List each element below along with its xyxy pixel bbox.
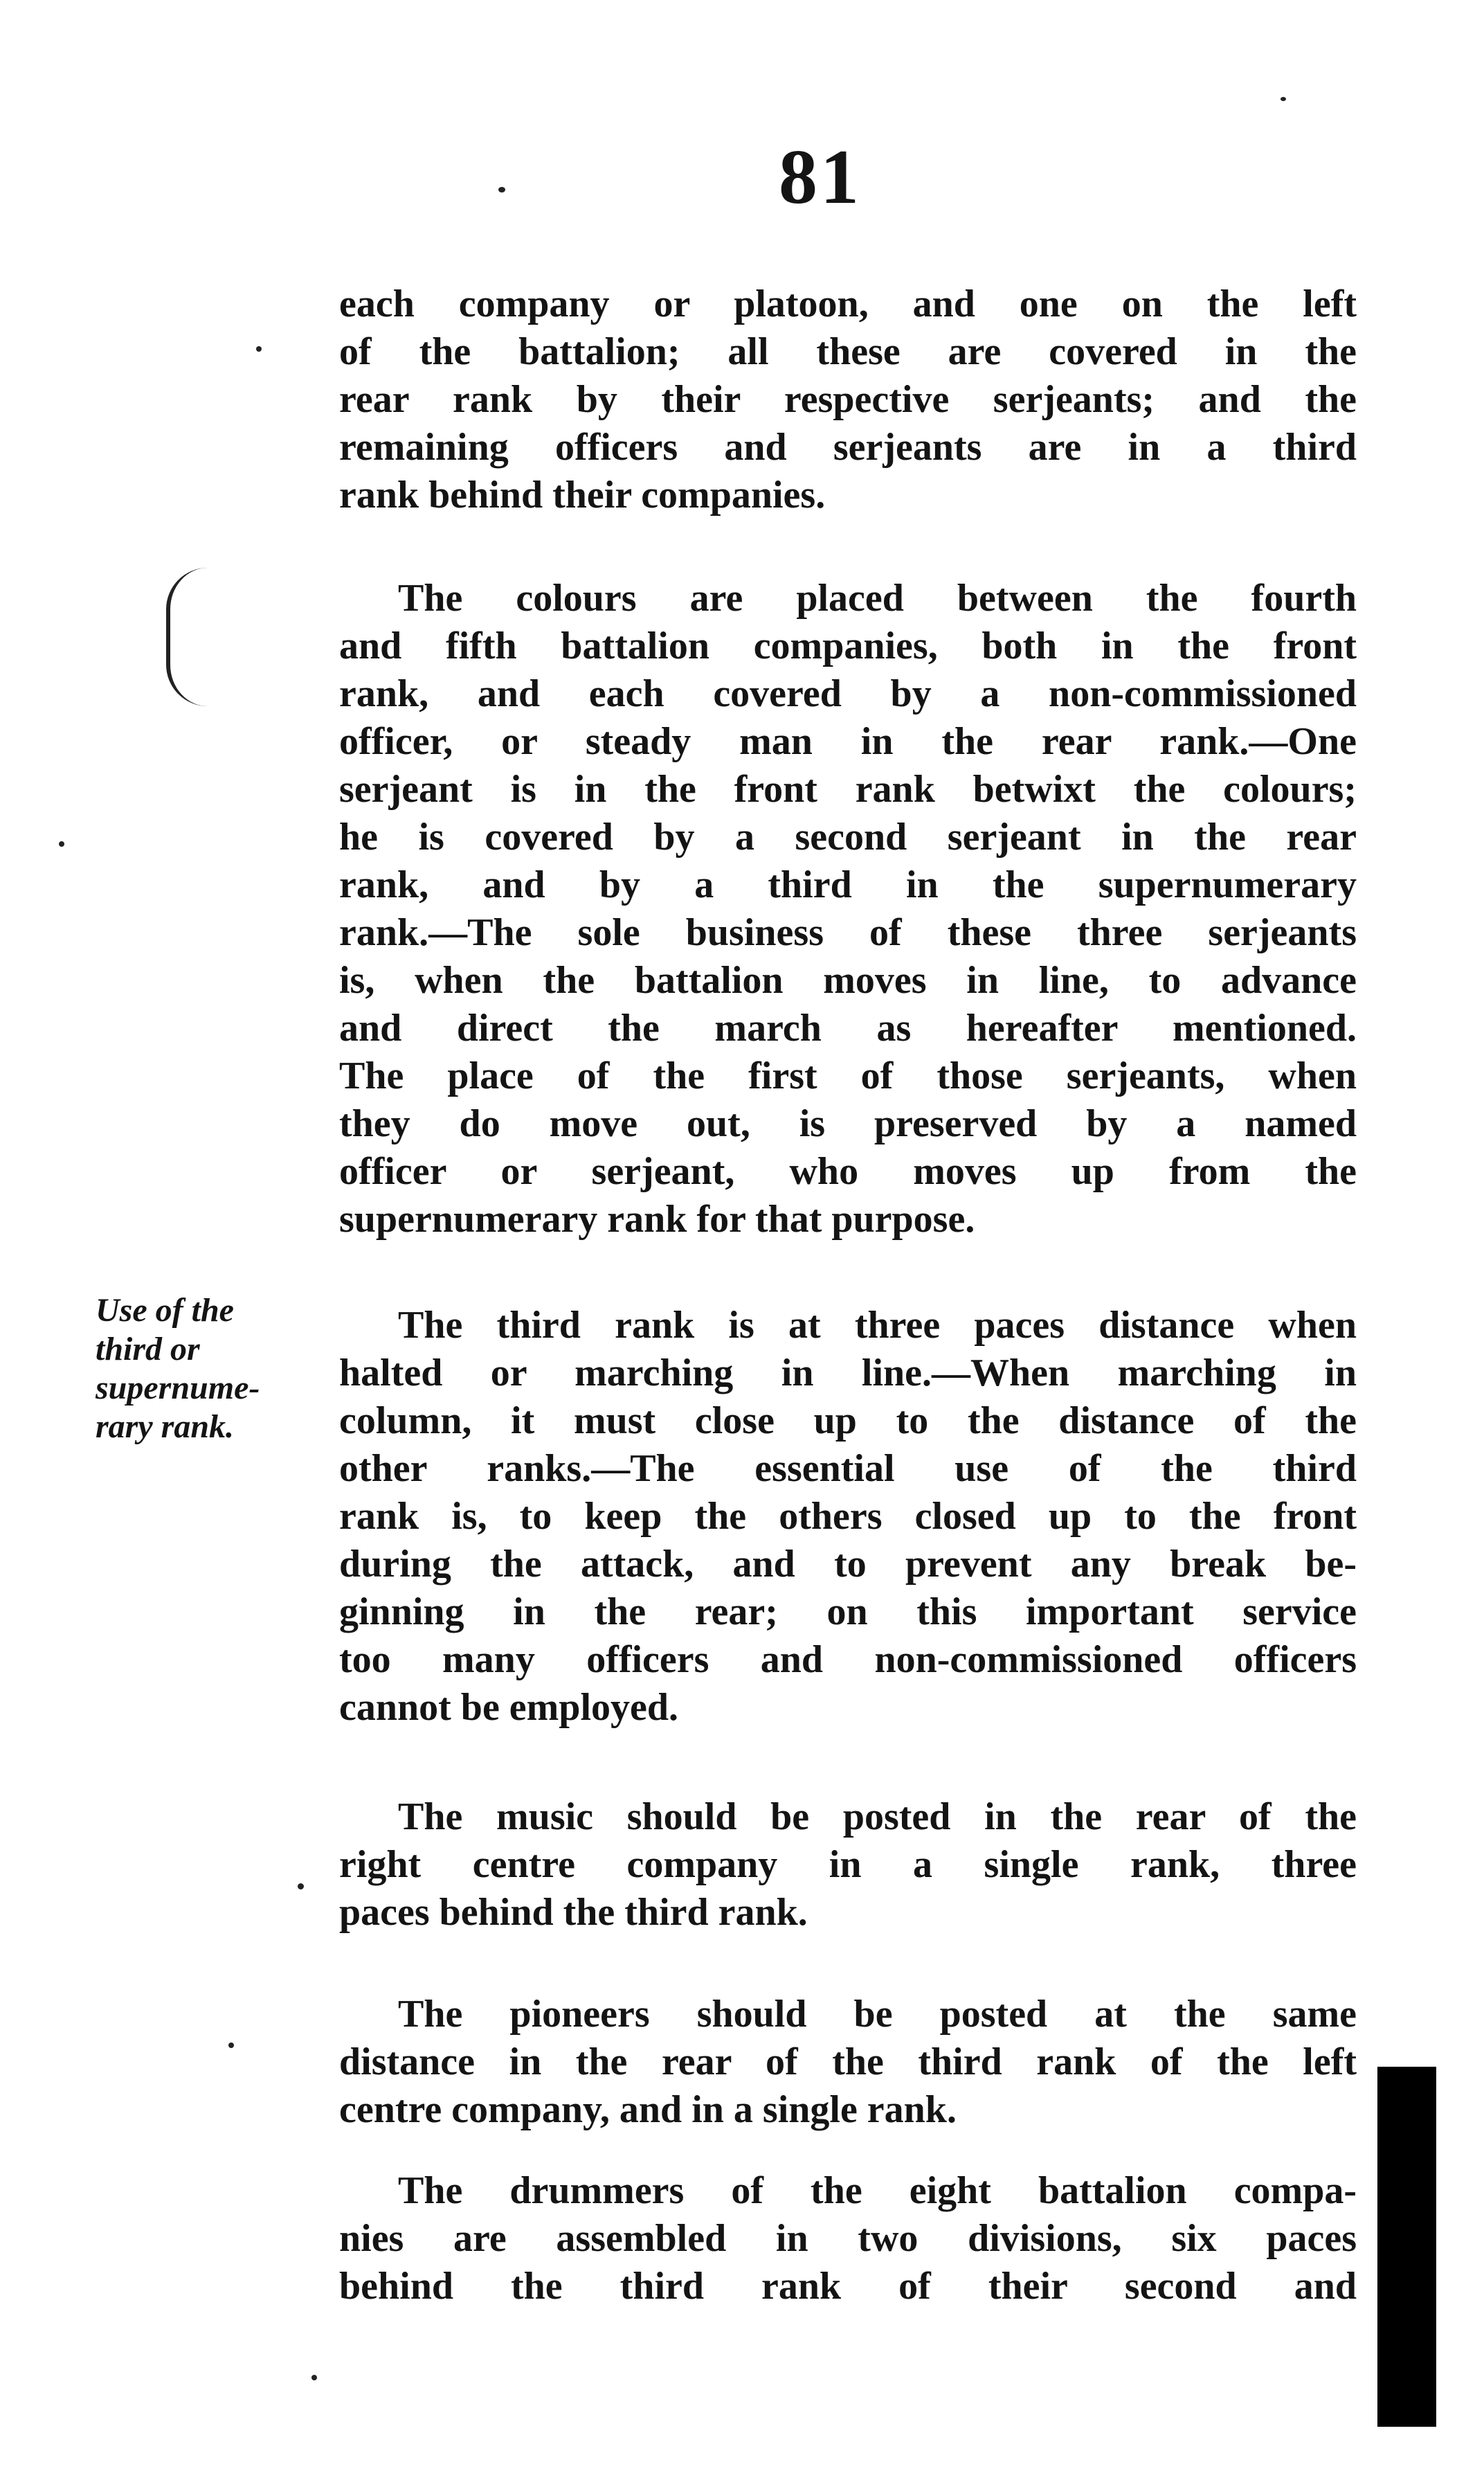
paragraph-line: rear rank by their respective serjeants; and the [339, 378, 1357, 421]
paragraph-line: distance in the rear of the third rank of the left [339, 2040, 1357, 2083]
paragraph-line: they do move out, is preserved by a named [339, 1102, 1357, 1145]
paragraph-line: The place of the first of those serjeants, when [339, 1054, 1357, 1097]
paragraph-line: each company or platoon, and one on the left [339, 282, 1357, 325]
paragraph-line: centre company, and in a single rank. [339, 2088, 957, 2131]
paragraph-line: he is covered by a second serjeant in the rear [339, 816, 1357, 859]
paragraph-4 [339, 1793, 1357, 1937]
paragraph-5 [339, 1991, 1357, 2134]
ink-speck [256, 346, 262, 352]
paragraph-1 [339, 280, 1357, 519]
paragraph-2 [339, 575, 1357, 1244]
paragraph-line: other ranks.—The essential use of the third [339, 1447, 1357, 1490]
paragraph-line: rank.—The sole business of these three serjeants [339, 911, 1357, 954]
paragraph-line: paces behind the third rank. [339, 1891, 808, 1934]
ink-speck [59, 841, 64, 847]
paragraph-line: serjeant is in the front rank betwixt the colours; [339, 768, 1357, 811]
paragraph-line: supernumerary rank for that purpose. [339, 1198, 975, 1241]
paragraph-line: and direct the march as hereafter mentioned. [339, 1007, 1357, 1050]
paragraph-line: of the battalion; all these are covered in the [339, 330, 1357, 373]
paragraph-line: nies are assembled in two divisions, six paces [339, 2217, 1357, 2260]
ink-speck [311, 2375, 317, 2380]
margin-note-line: Use of the [96, 1292, 234, 1329]
paragraph-line: column, it must close up to the distance of the [339, 1399, 1357, 1442]
paragraph-6 [339, 2167, 1357, 2310]
ink-speck [1281, 97, 1286, 101]
paragraph-line: during the attack, and to prevent any break be- [339, 1543, 1357, 1586]
paragraph-line: remaining officers and serjeants are in a third [339, 426, 1357, 469]
ink-speck [228, 2042, 234, 2048]
paragraph-line: The colours are placed between the fourth [398, 577, 1357, 620]
margin-note-line: supernume- [96, 1370, 260, 1406]
paragraph-line: The pioneers should be posted at the same [398, 1993, 1357, 2036]
margin-note [96, 1291, 331, 1446]
page-number: 81 [779, 134, 862, 220]
paragraph-line: ginning in the rear; on this important service [339, 1590, 1357, 1633]
paragraph-line: The music should be posted in the rear of the [398, 1795, 1357, 1838]
paragraph-line: and fifth battalion companies, both in the front [339, 625, 1357, 667]
paragraph-line: The third rank is at three paces distance when [398, 1304, 1357, 1347]
margin-note-line: rary rank. [96, 1408, 235, 1445]
paragraph-line: officer or serjeant, who moves up from the [339, 1150, 1357, 1193]
paragraph-3 [339, 1302, 1357, 1732]
paragraph-line: The drummers of the eight battalion compa- [398, 2169, 1357, 2212]
paragraph-line: too many officers and non-commissioned officers [339, 1638, 1357, 1681]
paragraph-line: is, when the battalion moves in line, to advance [339, 959, 1357, 1002]
paragraph-line: rank, and each covered by a non-commissioned [339, 672, 1357, 715]
margin-note-line: third or [96, 1331, 200, 1367]
paragraph-line: rank, and by a third in the supernumerary [339, 863, 1357, 906]
ink-speck [498, 187, 505, 192]
paragraph-line: rank behind their companies. [339, 474, 826, 517]
page-edge-shadow [1377, 2067, 1436, 2427]
paragraph-line: right centre company in a single rank, three [339, 1843, 1357, 1886]
ink-speck [298, 1883, 304, 1889]
paragraph-line: cannot be employed. [339, 1686, 678, 1729]
paragraph-line: rank is, to keep the others closed up to the front [339, 1495, 1357, 1538]
pen-bracket-mark [166, 568, 246, 706]
paragraph-line: halted or marching in line.—When marching in [339, 1352, 1357, 1394]
paragraph-line: behind the third rank of their second and [339, 2265, 1357, 2308]
paragraph-line: officer, or steady man in the rear rank.—One [339, 720, 1357, 763]
